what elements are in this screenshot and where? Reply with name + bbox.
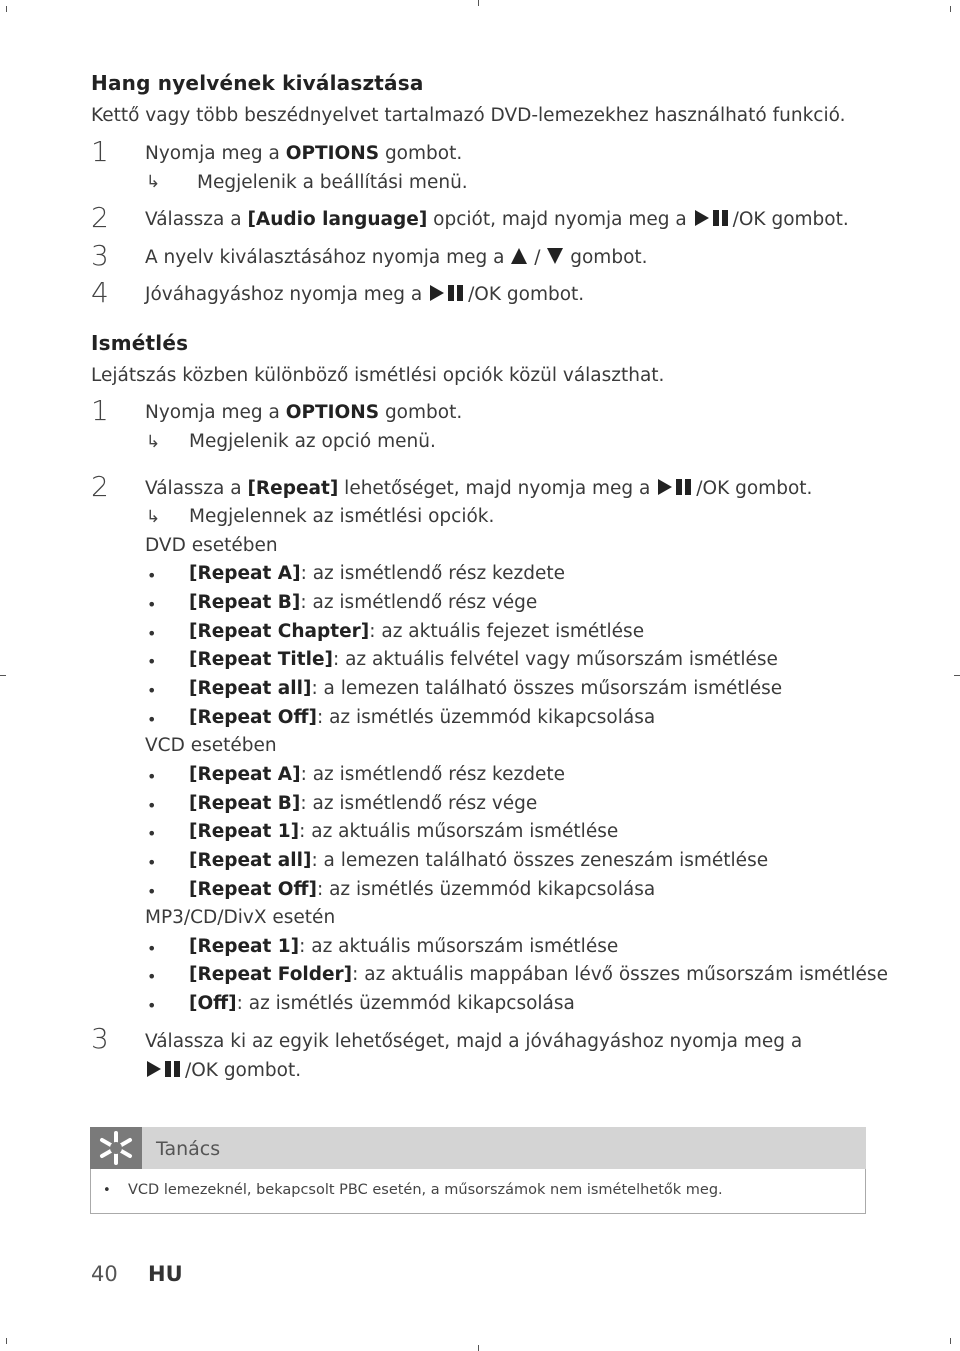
down-triangle-icon [546,247,564,265]
option-key: [Repeat A] [189,764,301,785]
crop-mark [0,675,6,676]
bullet-icon: • [147,939,157,958]
step-result: Megjelenik az opció menü. [189,431,436,452]
bullet-icon: • [147,652,157,671]
tip-text: VCD lemezeknél, bekapcsolt PBC esetén, a műsorszámok nem ismételhetők meg. [128,1182,723,1198]
option-desc: : az ismétlendő rész kezdete [300,764,565,785]
group-title-mp3: MP3/CD/DivX esetén [145,907,336,928]
bullet-icon: • [147,967,157,986]
page-number: 40 [91,1262,118,1286]
option-desc: : az aktuális műsorszám ismétlése [299,821,619,842]
bullet-icon: • [147,624,157,643]
list-item [189,621,644,642]
option-desc: : az ismétlés üzemmód kikapcsolása [316,707,656,728]
option-desc: : a lemezen található összes műsorszám ismétlése [311,678,783,699]
list-item [189,964,888,985]
play-pause-icon [693,209,733,227]
list-item [189,592,537,613]
options-key: OPTIONS [285,402,380,423]
step-number: 4 [91,276,109,309]
step-text-post: opciót, majd nyomja meg a [427,209,687,230]
step-text-end: gombot. [217,1060,302,1081]
list-item [189,936,618,957]
section-heading-repeat: Ismétlés [91,331,189,355]
result-arrow-icon: ↳ [146,507,161,527]
list-item [189,563,565,584]
up-triangle-icon [510,247,528,265]
crop-mark [478,0,479,6]
ok-suffix: /OK [732,209,766,230]
bullet-icon: • [147,595,157,614]
step-number: 1 [91,135,109,168]
crop-mark [950,1338,951,1344]
step-result: Megjelennek az ismétlési opciók. [189,506,495,527]
step-text [145,209,849,230]
result-arrow-icon: ↳ [146,432,161,452]
step-text-continued [145,1060,301,1081]
step-text-post: lehetőséget, majd nyomja meg a [338,478,651,499]
play-pause-icon [656,478,696,496]
bullet-icon: • [147,681,157,700]
list-item [189,821,618,842]
step-text-pre: A nyelv kiválasztásához nyomja meg a [145,247,505,268]
option-key: [Repeat Off] [189,707,317,728]
option-key: [Repeat B] [189,793,301,814]
bullet-icon: • [147,767,157,786]
separator: / [528,247,547,268]
option-desc: : az ismétlendő rész kezdete [300,563,565,584]
step-text-pre: Jóváhagyáshoz nyomja meg a [145,284,423,305]
step-text [145,402,462,423]
group-title-dvd: DVD esetében [145,535,278,556]
step-number: 3 [91,239,109,272]
option-desc: : az ismétlendő rész vége [300,793,538,814]
option-desc: : az ismétlés üzemmód kikapcsolása [236,993,575,1014]
option-key: [Repeat 1] [189,936,300,957]
option-key: [Repeat all] [189,850,312,871]
list-item [189,649,778,670]
option-desc: : az aktuális műsorszám ismétlése [299,936,619,957]
ok-suffix: /OK [185,1060,218,1081]
list-item [189,850,768,871]
step-text [145,143,462,164]
bullet-icon: • [147,853,157,872]
bullet-icon: • [147,566,157,585]
step-text-pre: Válassza a [145,209,248,230]
step-text [145,478,812,499]
section-intro: Lejátszás közben különböző ismétlési opciók közül választhat. [91,365,665,386]
option-key: [Repeat Chapter] [189,621,370,642]
options-key: OPTIONS [285,143,380,164]
option-desc: : az aktuális fejezet ismétlése [369,621,645,642]
step-text [145,284,584,305]
list-item [189,678,782,699]
play-pause-icon [145,1060,185,1078]
step-text-post: gombot. [379,143,463,164]
step-number: 2 [91,470,109,503]
option-key: [Repeat Off] [189,879,317,900]
bullet-icon: • [147,996,157,1015]
tip-icon-box [90,1127,142,1169]
option-desc: : az aktuális mappában lévő összes műsorszám ismétlése [352,964,888,985]
option-desc: : az ismétlendő rész vége [300,592,538,613]
bullet-icon: • [147,796,157,815]
option-key: [Repeat Title] [189,649,333,670]
step-text-pre: Nyomja meg a [145,402,286,423]
language-code: HU [148,1262,183,1286]
step-text: Válassza ki az egyik lehetőséget, majd a jóváhagyáshoz nyomja meg a [145,1031,803,1052]
step-text-pre: Nyomja meg a [145,143,286,164]
list-item [189,993,575,1014]
bullet-icon: • [147,710,157,729]
step-text-post: gombot. [379,402,463,423]
section-intro: Kettő vagy több beszédnyelvet tartalmazó DVD-lemezekhez használható funkció. [91,105,846,126]
ok-suffix: /OK [468,284,501,305]
crop-mark [478,1345,479,1351]
step-text-pre: Válassza a [145,478,248,499]
step-text-end: gombot. [501,284,585,305]
option-key: [Off] [189,993,237,1014]
tip-title: Tanács [156,1138,221,1160]
option-key: [Repeat 1] [189,821,300,842]
step-text [145,247,648,268]
option-desc: : az ismétlés üzemmód kikapcsolása [316,879,656,900]
ok-suffix: /OK [696,478,730,499]
bullet-icon: • [103,1183,111,1198]
repeat-key: [Repeat] [247,478,339,499]
list-item [189,793,537,814]
option-key: [Repeat A] [189,563,301,584]
option-desc: : az aktuális felvétel vagy műsorszám ismétlése [332,649,778,670]
bullet-icon: • [147,824,157,843]
play-pause-icon [428,284,468,302]
crop-mark [950,6,951,12]
crop-mark [6,6,7,12]
step-number: 3 [91,1022,109,1055]
crop-mark [954,675,960,676]
bullet-icon: • [147,882,157,901]
list-item [189,879,655,900]
step-text-end: gombot. [729,478,813,499]
step-number: 1 [91,394,109,427]
group-title-vcd: VCD esetében [145,735,277,756]
list-item [189,707,655,728]
step-text-end: gombot. [765,209,849,230]
list-item [189,764,565,785]
result-arrow-icon: ↳ [146,172,161,192]
option-desc: : a lemezen található összes zeneszám ismétlése [311,850,769,871]
crop-mark [6,1338,7,1344]
step-text-end: gombot. [564,247,648,268]
audio-language-key: [Audio language] [247,209,428,230]
option-key: [Repeat B] [189,592,301,613]
option-key: [Repeat Folder] [189,964,353,985]
tip-asterisk-icon [90,1127,142,1169]
step-number: 2 [91,201,109,234]
step-result: Megjelenik a beállítási menü. [197,172,468,193]
option-key: [Repeat all] [189,678,312,699]
section-heading-audio-language: Hang nyelvének kiválasztása [91,71,424,95]
